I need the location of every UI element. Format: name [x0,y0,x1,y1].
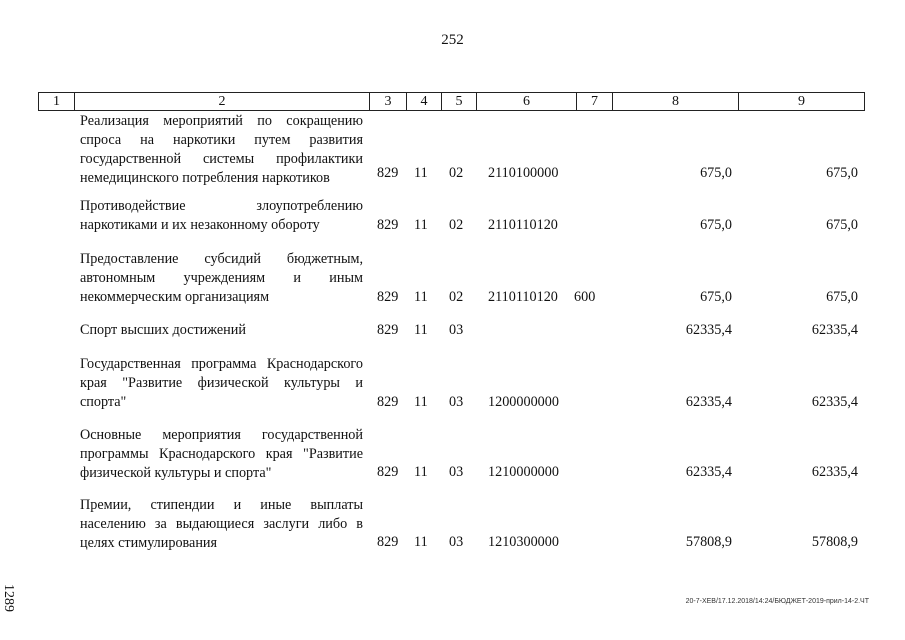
row-amount-9: 675,0 [826,289,858,305]
row-code-3: 829 [377,534,399,550]
row-code-6: 2110100000 [488,165,559,181]
row-code-5: 02 [449,217,464,233]
row-code-5: 02 [449,165,464,181]
row-amount-9: 62335,4 [811,394,858,410]
row-description: Премии, стипендии и иные выплаты населению за выдающиеся заслуги либо в целях стимулирования [80,497,363,551]
row-code-6: 1210300000 [488,534,559,550]
row-code-5: 03 [449,534,464,550]
row-amount-8: 675,0 [700,289,732,305]
column-header-3: 3 [370,93,407,111]
column-header-4: 4 [407,93,442,111]
row-amount-9: 675,0 [826,165,858,181]
row-code-3: 829 [377,464,399,480]
row-amount-8: 57808,9 [685,534,732,550]
row-description: Реализация мероприятий по сокращению спроса на наркотики путем развития государственной системы профилактики немедицинского потребления наркотиков [80,113,363,186]
column-header-5: 5 [442,93,477,111]
row-code-4: 11 [414,464,428,480]
row-code-3: 829 [377,289,399,305]
row-amount-8: 62335,4 [685,394,732,410]
row-code-6: 1200000000 [488,394,559,410]
column-header-6: 6 [477,93,577,111]
column-header-1: 1 [39,93,75,111]
column-header-2: 2 [75,93,370,111]
row-code-6: 1210000000 [488,464,559,480]
row-amount-8: 62335,4 [685,322,732,338]
row-amount-8: 62335,4 [685,464,732,480]
row-code-3: 829 [377,217,399,233]
row-code-6: 2110110120 [488,289,558,305]
column-header-8: 8 [613,93,739,111]
row-amount-9: 675,0 [826,217,858,233]
page-number: 252 [441,32,464,48]
row-amount-8: 675,0 [700,217,732,233]
row-code-4: 11 [414,394,428,410]
footer-document-code: 20-7-ХЕВ/17.12.2018/14:24/БЮДЖЕТ-2019-прил-14-2.ЧТ [685,598,869,605]
row-code-3: 829 [377,322,399,338]
row-code-4: 11 [414,165,428,181]
row-description: Противодействие злоупотреблению наркотиками и их незаконному обороту [80,198,363,233]
row-code-4: 11 [414,534,428,550]
row-code-3: 829 [377,165,399,181]
row-description: Предоставление субсидий бюджетным, автономным учреждениям и иным некоммерческим организациям [80,251,363,305]
row-code-7: 600 [574,289,596,305]
row-code-4: 11 [414,322,428,338]
row-code-6: 2110110120 [488,217,558,233]
row-code-4: 11 [414,289,428,305]
row-description: Основные мероприятия государственной программы Краснодарского края "Развитие физической культуры и спорта" [80,427,363,481]
row-code-5: 02 [449,289,464,305]
row-description: Спорт высших достижений [80,322,246,338]
column-header-7: 7 [577,93,613,111]
row-code-5: 03 [449,322,464,338]
row-code-3: 829 [377,394,399,410]
column-header-9: 9 [739,93,865,111]
row-description: Государственная программа Краснодарского края "Развитие физической культуры и спорта" [80,356,363,410]
row-code-4: 11 [414,217,428,233]
row-amount-9: 62335,4 [811,464,858,480]
side-sheet-number: 1289 [1,584,16,612]
row-amount-9: 57808,9 [811,534,858,550]
row-amount-8: 675,0 [700,165,732,181]
row-code-5: 03 [449,464,464,480]
row-code-5: 03 [449,394,464,410]
row-amount-9: 62335,4 [811,322,858,338]
